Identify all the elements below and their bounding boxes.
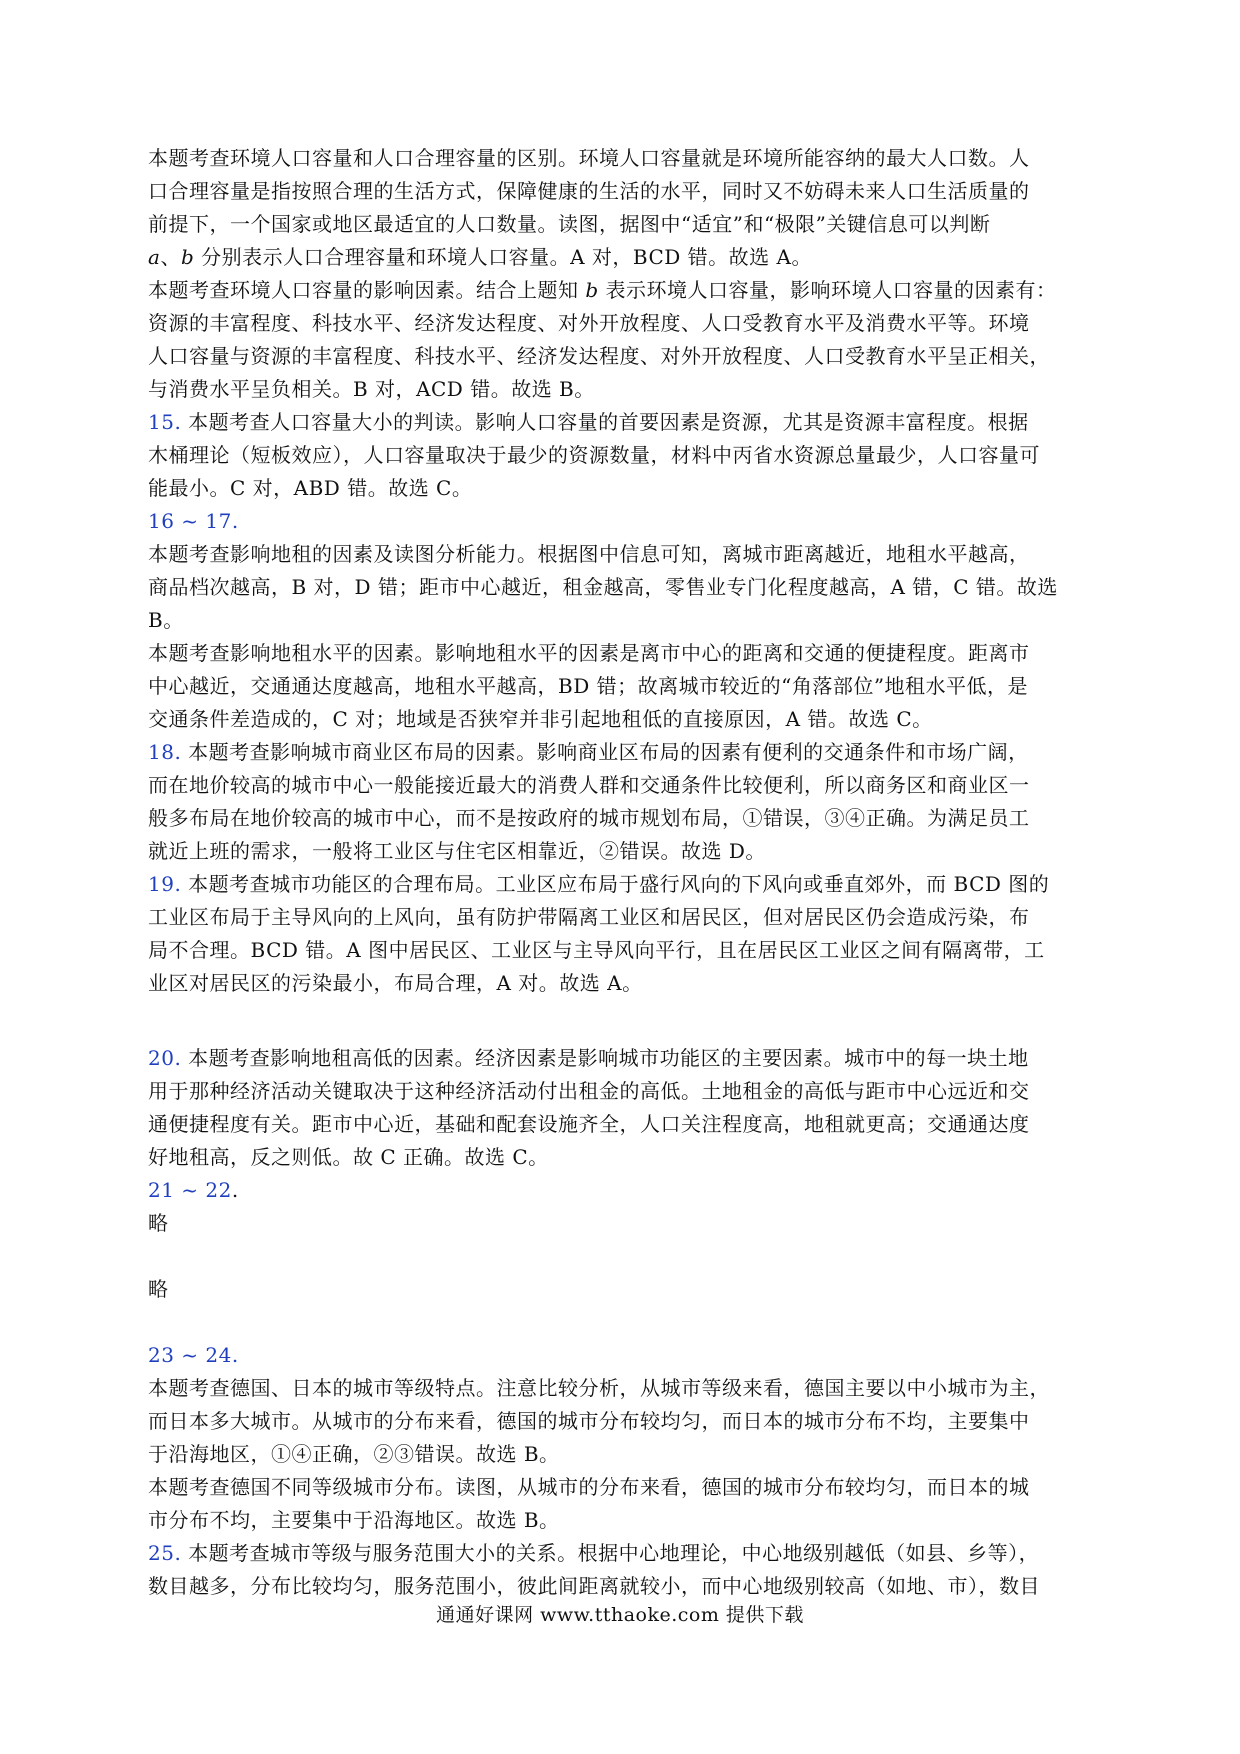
text-line: 通便捷程度有关。距市中心近，基础和配套设施齐全，人口关注程度高，地租就更高；交通通达度 [148,1112,1030,1136]
text-line: 中心越近，交通通达度越高，地租水平越高，BD 错；故离城市较近的“角落部位”地租水平低，是 [148,674,1029,698]
question-number: 20. [148,1046,182,1070]
text-line: 而在地价较高的城市中心一般能接近最大的消费人群和交通条件比较便利，所以商务区和商业区一 [148,773,1030,797]
text-line: 市分布不均，主要集中于沿海地区。故选 B。 [148,1508,560,1532]
text-line: 好地租高，反之则低。故 C 正确。故选 C。 [148,1145,549,1169]
italic-var-a: a [148,245,161,269]
text-line: 本题考查环境人口容量和人口合理容量的区别。环境人口容量就是环境所能容纳的最大人口数。人 [148,146,1030,170]
text-line: 本题考查影响地租水平的因素。影响地租水平的因素是离市中心的距离和交通的便捷程度。距离市 [148,641,1030,665]
question-18-line [148,736,1098,769]
spacer [148,1000,1098,1042]
question-23-24-line [148,1339,1098,1372]
text-span: 、 [160,245,181,269]
text-span: 本题考查环境人口容量的影响因素。结合上题知 [148,278,586,302]
text-line: 交通条件差造成的，C 对；地域是否狭窄并非引起地租低的直接原因，A 错。故选 C。 [148,707,933,731]
page-footer: 通通好课网 www.tthaoke.com 提供下载 [436,1604,804,1626]
text-line: 人口容量与资源的丰富程度、科技水平、经济发达程度、对外开放程度、人口受教育水平呈正相关， [148,344,1050,368]
text-span: 本题考查影响地租高低的因素。经济因素是影响城市功能区的主要因素。城市中的每一块土地 [181,1046,1029,1070]
question-number: 25. [148,1541,182,1565]
text-line: 就近上班的需求，一般将工业区与住宅区相靠近，②错误。故选 D。 [148,839,766,863]
question-15-line [148,406,1098,439]
text-line: 局不合理。BCD 错。A 图中居民区、工业区与主导风向平行，且在居民区工业区之间有隔离带，工 [148,938,1045,962]
text-line: 木桶理论（短板效应），人口容量取决于最少的资源数量，材料中丙省水资源总量最少，人口容量可 [148,443,1040,467]
text-line [148,274,1098,307]
text-line: 商品档次越高，B 对，D 错；距市中心越近，租金越高，零售业专门化程度越高，A 错，C 错。故选 [148,575,1058,599]
italic-var-b: b [585,278,599,302]
question-number: 15. [148,410,182,434]
text-line [148,241,1098,274]
question-25-line [148,1537,1098,1570]
text-line: 本题考查德国不同等级城市分布。读图，从城市的分布来看，德国的城市分布较均匀，而日本的城 [148,1475,1030,1499]
text-line: 本题考查德国、日本的城市等级特点。注意比较分析，从城市等级来看，德国主要以中小城市为主， [148,1376,1050,1400]
text-line: 前提下，一个国家或地区最适宜的人口数量。读图，据图中“适宜”和“极限”关键信息可以判断 [148,212,991,236]
text-line: 于沿海地区，①④正确，②③错误。故选 B。 [148,1442,560,1466]
text-span: 本题考查影响城市商业区布局的因素。影响商业区布局的因素有便利的交通条件和市场广阔， [181,740,1029,764]
text-span: 本题考查城市功能区的合理布局。工业区应布局于盛行风向的下风向或垂直郊外，而 BCD 图的 [181,872,1050,896]
spacer [148,1306,1098,1339]
question-number: 18. [148,740,182,764]
question-20-line [148,1042,1098,1075]
text-line: 用于那种经济活动关键取决于这种经济活动付出租金的高低。土地租金的高低与距市中心远近和交 [148,1079,1030,1103]
text-line: 工业区布局于主导风向的上风向，虽有防护带隔离工业区和居民区，但对居民区仍会造成污染，布 [148,905,1030,929]
question-number: 21 ~ 22 [148,1178,232,1202]
question-number: 16 ~ 17. [148,509,239,533]
text-line: 数目越多，分布比较均匀，服务范围小，彼此间距离就较小，而中心地级别较高（如地、市），数目 [148,1574,1040,1598]
text-line: 而日本多大城市。从城市的分布来看，德国的城市分布较均匀，而日本的城市分布不均，主要集中 [148,1409,1030,1433]
text-line: 般多布局在地价较高的城市中心，而不是按政府的城市规划布局，①错误，③④正确。为满足员工 [148,806,1030,830]
text-line: 业区对居民区的污染最小，布局合理，A 对。故选 A。 [148,971,643,995]
text-span: 本题考查城市等级与服务范围大小的关系。根据中心地理论，中心地级别越低（如县、乡等）， [181,1541,1040,1565]
text-span: 分别表示人口合理容量和环境人口容量。A 对，BCD 错。故选 A。 [194,245,812,269]
text-line: 本题考查影响地租的因素及读图分析能力。根据图中信息可知，离城市距离越近，地租水平越高， [148,542,1030,566]
answer-omitted: 略 [148,1277,169,1301]
text-span: 本题考查人口容量大小的判读。影响人口容量的首要因素是资源，尤其是资源丰富程度。根据 [181,410,1029,434]
text-line: 与消费水平呈负相关。B 对，ACD 错。故选 B。 [148,377,595,401]
text-line: 口合理容量是指按照合理的生活方式，保障健康的生活的水平，同时又不妨碍未来人口生活质量的 [148,179,1030,203]
text-line: 能最小。C 对，ABD 错。故选 C。 [148,476,473,500]
italic-var-b: b [180,245,195,269]
question-16-17-line [148,505,1098,538]
text-line: 资源的丰富程度、科技水平、经济发达程度、对外开放程度、人口受教育水平及消费水平等。环境 [148,311,1030,335]
question-number: 19. [148,872,182,896]
answer-omitted: 略 [148,1211,169,1235]
text-span: 表示环境人口容量，影响环境人口容量的因素有： [598,278,1057,302]
document-body [148,142,1098,1603]
text-span: . [231,1178,239,1202]
question-19-line [148,868,1098,901]
question-21-22-line [148,1174,1098,1207]
text-line: B。 [148,608,184,632]
question-number: 23 ~ 24. [148,1343,239,1367]
spacer [148,1240,1098,1273]
